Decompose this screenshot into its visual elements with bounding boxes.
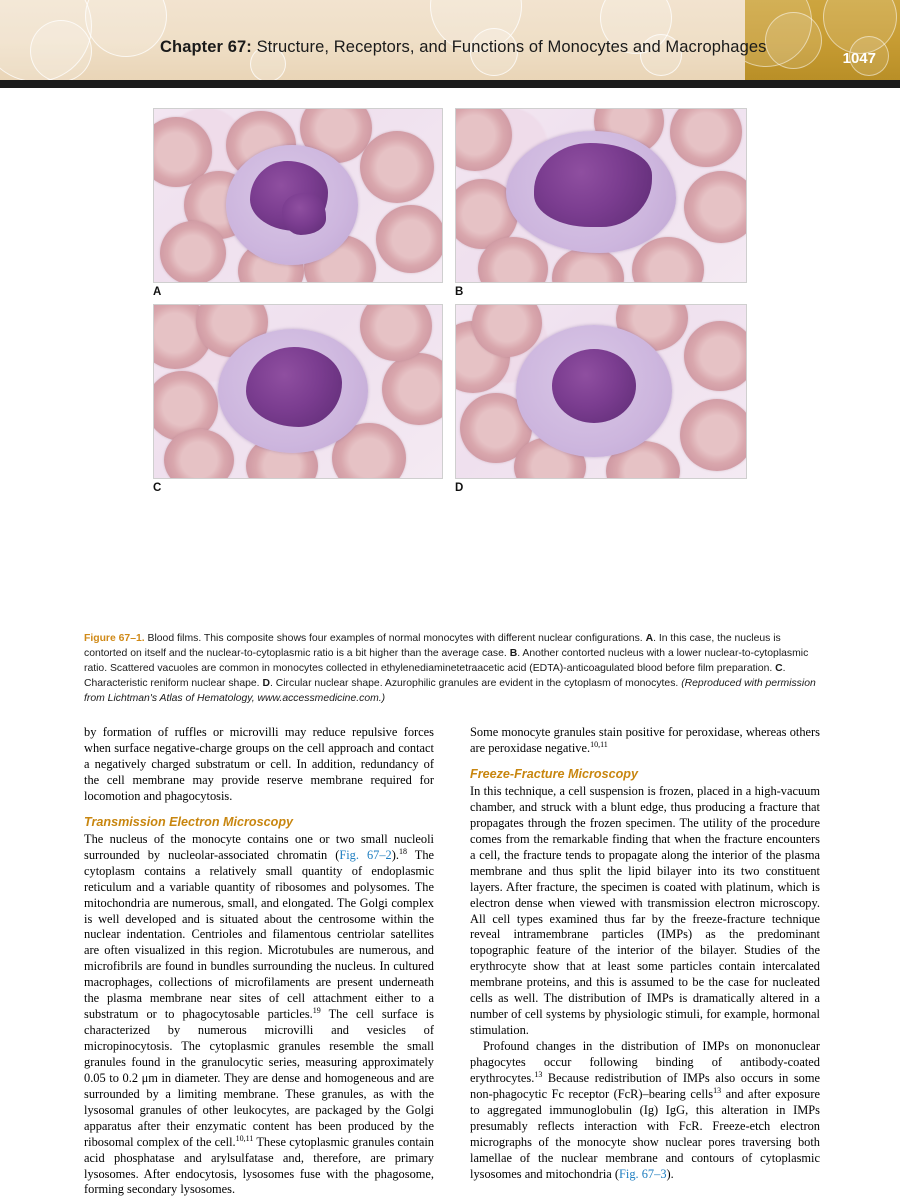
xref-fig-67-3[interactable]: Fig. 67–3 [619,1166,667,1181]
left-p1-part1: The nucleus of the monocyte contains one or two small nucleoli surrounded by nucleolar-associated chromatin ( [84,831,434,862]
left-p1-part5: These cytoplasmic granules contain acid phosphatase and arylsulfatase and, therefore, are primary lysosomes. After endocytosis, lysosomes fuse with the phagosome, forming secondary lysosomes. [84,1134,434,1197]
figure-panel-a-image [153,108,443,283]
figure-caption-text-3: . Another contorted nucleus with a lower nuclear-to-cytoplasmic ratio. Scattered vacuoles are common in monocytes collected in ethylenediaminetetraacetic acid (EDTA)-anticoagulated blood before film preparation. [84,647,809,674]
figure-panel-b-image [455,108,747,283]
chapter-title-prefix: Chapter 67: [160,38,252,56]
right-top-part1: Some monocyte granules stain positive for peroxidase, whereas others are peroxidase negative. [470,725,820,755]
right-p2-part4: ). [666,1166,674,1181]
left-p1-sup-1011: 10,11 [235,1133,254,1143]
figure-caption-text-1: Blood films. This composite shows four examples of normal monocytes with different nuclear configurations. [144,633,646,644]
figure-panel-label-c: C [153,482,162,494]
figure-caption-text-2: . In this case, the nucleus is contorted on itself and the nuclear-to-cytoplasmic ratio is a bit higher than the average case. [84,633,781,659]
left-p1-part3: The cytoplasm contains a relatively small quantity of endoplasmic reticulum and a variable quantity of ribosomes and polysomes. The mitochondria are numerous, small, and elongated. The Golgi complex is well developed and is situated about the centrosome within the nuclear indentation. Centrioles and filamentous centriolar satellites are often visualized in this region. Microtubules are numerous, and microfibrils are found in bundles surrounding the nucleus. In cultured macrophages, collections of microfilaments are present underneath the plasma membrane near sites of cell attachment either to a substratum or to phagocytosable particles. [84,847,435,1022]
left-column [84,725,434,1198]
figure-panel-d-image [455,304,747,479]
figure-caption-label: Figure 67–1. [84,633,145,644]
subhead-freeze-fracture-microscopy: Freeze-Fracture Microscopy [470,766,638,781]
body-columns [84,725,820,1198]
figure-panel-row-top [0,108,900,304]
right-top-paragraph [470,725,820,757]
right-top-sup: 10,11 [590,739,608,749]
figure-caption-b: B [509,647,518,659]
figure-panel-label-a: A [153,286,162,298]
left-p1-sup-19: 19 [312,1006,321,1016]
figure-caption-source: (Reproduced with permission from Lichtman's Atlas of Hematology, www.accessmedicine.com.) [84,677,816,704]
right-p2-part3: and after exposure to aggregated immunoglobulin (Ig) IgG, this alteration in IMPs presumably reflects interaction with FcR. Freeze-etch electron micrographs of the monocyte show nuclear pores traversing both lamellae of the nuclear membrane and contours of cytoplasmic lysosomes and mitochondria ( [470,1086,820,1181]
right-p2-sup-13b: 13 [713,1085,722,1095]
figure-panel-label-b: B [455,286,464,298]
page-number-tab [745,0,900,80]
left-intro-paragraph: by formation of ruffles or microvilli may reduce repulsive forces when surface negative-charge groups on the cell approach and contact a negatively charged substratum or cell. In addition, redundancy of the cell membrane may provide reserve membrane required for locomotion and phagocytosis. [84,725,434,803]
figure-67-1 [0,108,900,500]
page-number: 1047 [842,50,876,67]
figure-panel-c-image [153,304,443,479]
figure-caption-text-5: . Circular nuclear shape. Azurophilic granules are evident in the cytoplasm of monocytes. [269,677,682,689]
figure-caption [84,632,820,707]
xref-fig-67-2[interactable]: Fig. 67–2 [339,847,392,862]
subhead-transmission-electron-microscopy: Transmission Electron Microscopy [84,814,294,829]
figure-panel-label-d: D [455,482,464,494]
right-paragraph-2 [470,1039,820,1182]
left-p1-sup-18: 18 [398,846,407,856]
left-p1-part2: ). [391,847,399,862]
chapter-title [160,38,766,57]
page-header [0,0,900,88]
left-paragraph-1 [84,832,434,1198]
right-p2-part1: Profound changes in the distribution of IMPs on mononuclear phagocytes occur following binding of antibody-coated erythrocytes. [470,1039,820,1085]
figure-caption-c: C [775,662,783,674]
left-p1-part4: The cell surface is characterized by numerous microvilli and vesicles of micropinocytosis. The cytoplasmic granules resemble the small granules found in the granulocytic series, measuring approximately 0.05 to 0.2 μm in diameter. They are dense and homogeneous and are surrounded by a limiting membrane. These granules, as with the lysosomal granules of other leukocytes, are packaged by the Golgi apparatus after their enzymatic content has been produced by the ribosomal complex of the cell. [84,1007,434,1149]
figure-panel-row-bottom [0,304,900,500]
chapter-title-text: Structure, Receptors, and Functions of Monocytes and Macrophages [256,38,767,56]
figure-caption-d: D [262,677,270,689]
right-p2-sup-13a: 13 [534,1069,543,1079]
figure-caption-text-4: . Characteristic reniform nuclear shape. [84,662,786,689]
figure-panels [0,108,900,500]
right-p2-part2: Because redistribution of IMPs also occurs in some non-phagocytic Fc receptor (FcR)–bearing cells [470,1070,820,1101]
right-column [470,725,820,1198]
header-divider [0,80,900,88]
right-paragraph-1: In this technique, a cell suspension is frozen, placed in a high-vacuum chamber, and struck with a blunt edge, thus producing a fracture that propagates through the frozen specimen. The utility of the procedure comes from the remarkable finding that when the fracture encounters a cell, the fracture tends to propagate along the interior of the plasma membrane and thus split the lipid bilayer into its two constituent layers. After fracture, the specimen is coated with platinum, which is electron dense when viewed with transmission electron microscopy. All cell types examined thus far by the freeze-fracture technique reveal intramembrane particles (IMPs) as the predominant topographic feature of the interior of the bilayer. Studies of the erythrocyte show that at least some particles contain intercalated membrane proteins, and this is assumed to be the case for nucleated cells as well. The distribution of IMPs is dramatically altered in a number of cell systems by physiologic stimuli, for example, hormonal stimulation. [470,784,820,1038]
figure-caption-a: A [645,633,654,644]
